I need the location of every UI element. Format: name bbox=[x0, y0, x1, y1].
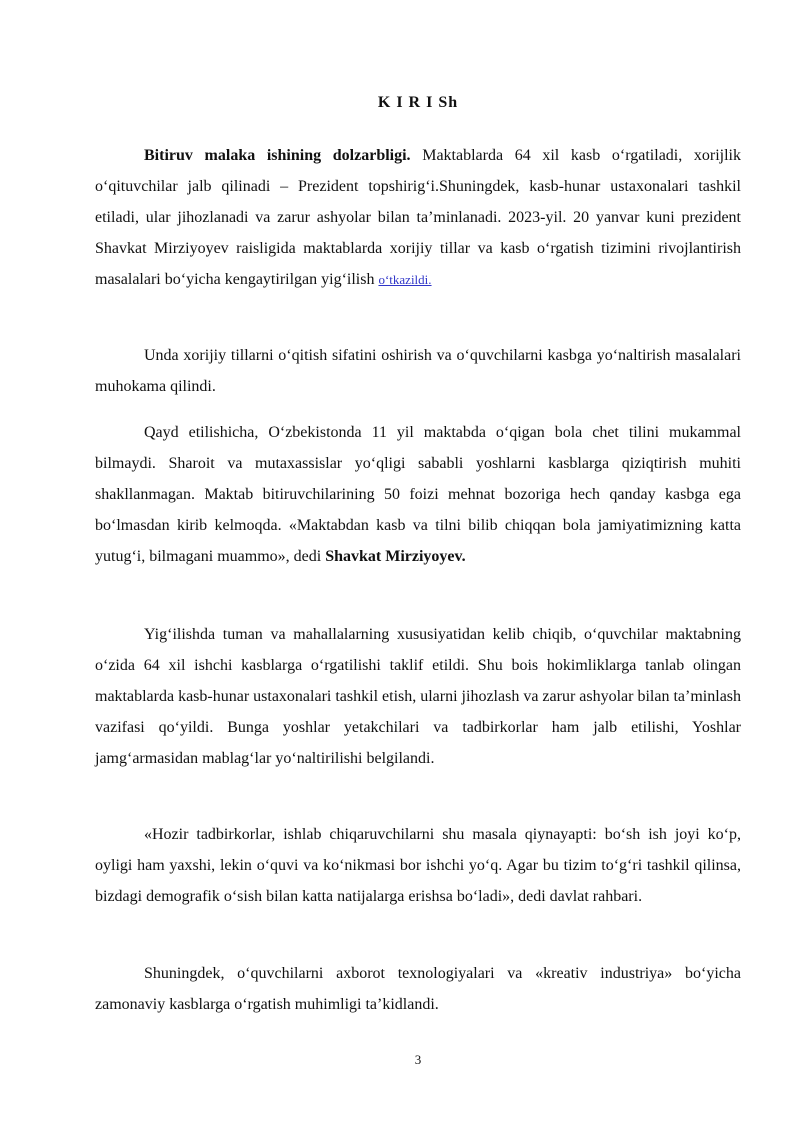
paragraph-statistics bbox=[95, 417, 741, 572]
paragraph-text: Maktablarda 64 xil kasb oʻrgatiladi, xorijlik oʻqituvchilar jalb qilinadi – Prezident topshirigʻi.Shuningdek, kasb-hunar ustaxonalari tashkil etiladi, ular jihozlanadi va zarur ashyolar bilan taʼminlanadi. 2023-yil. 20 yanvar kuni prezident Shavkat Mirziyoyev raisligida maktablarda xorijiy tillar va kasb oʻrgatish tizimini rivojlantirish masalalari boʻyicha kengaytirilgan yigʻilish bbox=[95, 147, 742, 288]
paragraph-relevance bbox=[95, 140, 741, 295]
section-heading: K I R I Sh bbox=[377, 94, 459, 111]
paragraph-quote: «Hozir tadbirkorlar, ishlab chiqaruvchilarni shu masala qiynayapti: boʻsh ish joyi koʻp, oyligi ham yaxshi, lekin oʻquvi va koʻnikmasi bor ishchi yoʻq. Agar bu tizim toʻgʻri tashkil qilinsa, bizdagi demografik oʻsish bilan katta natijalarga erishsa boʻladi», dedi davlat rahbari. bbox=[95, 826, 741, 905]
paragraph-proposal: Yigʻilishda tuman va mahallalarning xususiyatidan kelib chiqib, oʻquvchilar maktabning oʻzida 64 xil ishchi kasblarga oʻrgatilishi taklif etildi. Shu bois hokimliklarga tanlab olingan maktablarda kasb-hunar ustaxonalari tashkil etish, ularni jihozlash va zarur ashyolar bilan taʼminlash vazifasi qoʻyildi. Bunga yoshlar yetakchilari va tadbirkorlar ham jalb etilishi, Yoshlar jamgʻarmasidan mablagʻlar yoʻnaltirilishi belgilandi. bbox=[95, 626, 742, 767]
hyperlink[interactable]: oʻtkazildi. bbox=[378, 272, 432, 287]
paragraph-bold-lead: Bitiruv malaka ishining dolzarbligi. bbox=[144, 147, 411, 164]
paragraph-discussion: Unda xorijiy tillarni oʻqitish sifatini oshirish va oʻquvchilarni kasbga yoʻnaltirish masalalari muhokama qilindi. bbox=[95, 347, 741, 395]
paragraph-bold-name: Shavkat Mirziyoyev. bbox=[325, 548, 466, 565]
page-number: 3 bbox=[414, 1052, 422, 1067]
paragraph-it-professions: Shuningdek, oʻquvchilarni axborot texnologiyalari va «kreativ industriya» boʻyicha zamonaviy kasblarga oʻrgatish muhimligi taʼkidlandi. bbox=[95, 965, 741, 1013]
paragraph-text: Qayd etilishicha, Oʻzbekistonda 11 yil maktabda oʻqigan bola chet tilini mukammal bilmaydi. Sharoit va mutaxassislar yoʻqligi sababli yoshlarni kasblarga qiziqtirish muhiti shakllanmagan. Maktab bitiruvchilarining 50 foizi mehnat bozoriga hech qanday kasbga ega boʻlmasdan kirib kelmoqda. «Maktabdan kasb va tilni bilib chiqqan bola jamiyatimizning katta yutugʻi, bilmagani muammo», dedi bbox=[95, 424, 741, 565]
